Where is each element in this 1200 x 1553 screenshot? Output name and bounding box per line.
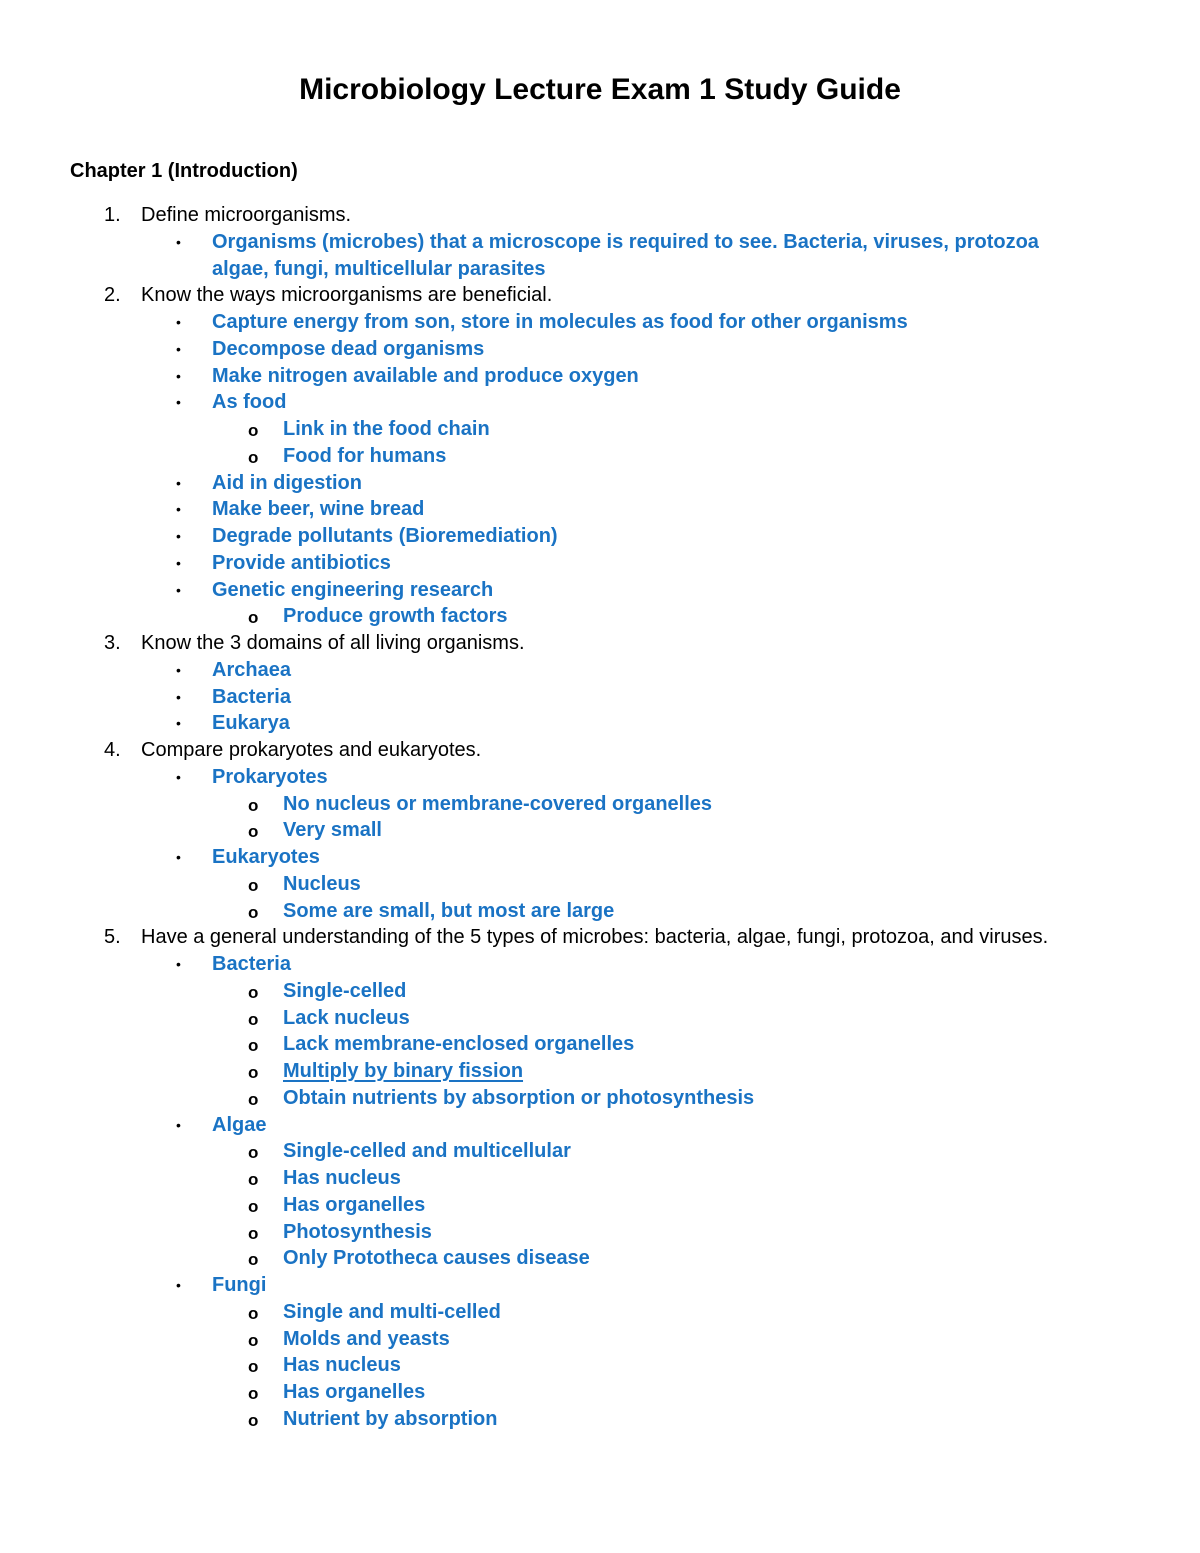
sub-answer-text: Link in the food chain — [283, 418, 490, 440]
bullet-icon: • — [176, 768, 181, 785]
question-item — [0, 630, 1200, 657]
answer-text: Capture energy from son, store in molecules as food for other organisms — [212, 311, 908, 333]
sub-answer-text: Single and multi-celled — [283, 1300, 501, 1323]
bullet-icon: • — [176, 367, 181, 384]
bullet-icon: • — [176, 528, 181, 544]
sub-answer-item — [0, 871, 1200, 898]
answer-text: Bacteria — [212, 953, 291, 975]
chapter-heading: Chapter 1 (Introduction) — [70, 160, 298, 182]
question-text: Compare prokaryotes and eukaryotes. — [141, 739, 482, 761]
answer-text: Prokaryotes — [212, 765, 328, 788]
question-item — [0, 202, 1200, 229]
sub-answer-text: Single-celled — [283, 979, 407, 1002]
question-text: Define microorganisms. — [141, 204, 352, 226]
sub-bullet-icon: o — [248, 1303, 259, 1323]
bullet-icon: • — [176, 715, 181, 732]
sub-bullet-icon: o — [248, 1089, 259, 1109]
bullet-icon: • — [176, 1277, 181, 1293]
answer-item — [0, 550, 1200, 577]
answer-item — [0, 1112, 1200, 1139]
sub-answer-item — [0, 1299, 1200, 1326]
sub-bullet-icon: o — [248, 1357, 259, 1377]
sub-answer-text: No nucleus or membrane-covered organelles — [283, 792, 713, 815]
sub-answer-text: Single-celled and multicellular — [283, 1140, 571, 1163]
sub-answer-text: Has organelles — [283, 1193, 426, 1216]
answer-text: Aid in digestion — [212, 471, 362, 494]
sub-answer-item — [0, 817, 1200, 844]
sub-answer-text: Has nucleus — [283, 1167, 401, 1189]
sub-answer-text: Lack membrane-enclosed organelles — [283, 1033, 635, 1056]
answer-item — [0, 951, 1200, 978]
answer-text: Make beer, wine bread — [212, 498, 425, 521]
answer-text: Algae — [212, 1113, 267, 1136]
question-text: Know the ways microorganisms are beneficial. — [141, 284, 553, 307]
bullet-icon: • — [176, 956, 181, 972]
sub-answer-item — [0, 1326, 1200, 1353]
sub-answer-item — [0, 1058, 1200, 1085]
document-title: Microbiology Lecture Exam 1 Study Guide — [299, 73, 901, 106]
study-guide-body — [0, 202, 1200, 1433]
sub-answer-text: Produce growth factors — [283, 605, 508, 628]
question-number: 2. — [104, 284, 121, 307]
question-number: 4. — [104, 739, 121, 761]
sub-bullet-icon: o — [248, 1250, 259, 1270]
answer-text: As food — [212, 391, 287, 414]
question-text: Know the 3 domains of all living organisms. — [141, 632, 525, 654]
answer-item — [0, 764, 1200, 791]
sub-answer-item — [0, 603, 1200, 630]
answer-item — [0, 844, 1200, 871]
sub-answer-item — [0, 978, 1200, 1005]
answer-item — [0, 657, 1200, 684]
question-item — [0, 924, 1200, 951]
sub-bullet-icon: o — [248, 982, 259, 1002]
sub-bullet-icon: o — [248, 608, 259, 628]
sub-answer-text: Molds and yeasts — [283, 1327, 450, 1350]
sub-answer-item — [0, 1165, 1200, 1192]
sub-answer-text: Very small — [283, 819, 382, 842]
answer-item — [0, 684, 1200, 711]
sub-answer-text: Only Prototheca causes disease — [283, 1247, 590, 1270]
sub-answer-item — [0, 1352, 1200, 1379]
sub-bullet-icon: o — [248, 822, 259, 842]
sub-answer-item — [0, 1005, 1200, 1032]
sub-bullet-icon: o — [248, 1143, 259, 1163]
bullet-icon: • — [176, 688, 181, 705]
answer-text: Fungi — [212, 1274, 267, 1296]
sub-bullet-icon: o — [248, 1196, 259, 1216]
sub-answer-text: Food for humans — [283, 444, 447, 467]
answer-item — [0, 470, 1200, 497]
answer-item — [0, 336, 1200, 363]
sub-bullet-icon: o — [248, 1063, 259, 1082]
answer-text: Archaea — [212, 658, 291, 681]
question-number: 1. — [104, 204, 121, 226]
answer-text: algae, fungi, multicellular parasites — [212, 257, 546, 280]
sub-answer-text: Some are small, but most are large — [283, 899, 615, 922]
sub-answer-text: Multiply by binary fission — [283, 1060, 524, 1082]
sub-answer-item — [0, 1031, 1200, 1058]
question-item — [0, 282, 1200, 309]
sub-bullet-icon: o — [248, 1410, 259, 1430]
sub-bullet-icon: o — [248, 795, 259, 815]
sub-answer-item — [0, 1219, 1200, 1246]
question-text: Have a general understanding of the 5 types of microbes: bacteria, algae, fungi, protozoa, and viruses. — [141, 926, 1049, 949]
question-number: 5. — [104, 926, 121, 949]
bullet-icon: • — [176, 233, 181, 250]
sub-bullet-icon: o — [248, 447, 259, 467]
answer-text: Provide antibiotics — [212, 551, 391, 574]
question-number: 3. — [104, 632, 121, 654]
sub-answer-item — [0, 898, 1200, 925]
sub-answer-item — [0, 1192, 1200, 1219]
answer-item — [0, 523, 1200, 550]
answer-text: Decompose dead organisms — [212, 337, 485, 360]
answer-text: Eukaryotes — [212, 846, 320, 868]
bullet-icon: • — [176, 554, 181, 571]
sub-bullet-icon: o — [248, 1330, 259, 1350]
answer-text: Eukarya — [212, 712, 290, 735]
bullet-icon: • — [176, 581, 181, 598]
sub-answer-text: Has nucleus — [283, 1354, 401, 1377]
sub-answer-item — [0, 1138, 1200, 1165]
sub-answer-item — [0, 1406, 1200, 1433]
sub-bullet-icon: o — [248, 1009, 259, 1029]
answer-text: Bacteria — [212, 685, 291, 708]
sub-answer-text: Lack nucleus — [283, 1006, 410, 1029]
answer-item — [0, 710, 1200, 737]
answer-item — [0, 389, 1200, 416]
bullet-icon: • — [176, 1116, 181, 1133]
sub-answer-text: Nutrient by absorption — [283, 1407, 498, 1430]
sub-answer-item — [0, 416, 1200, 443]
sub-bullet-icon: o — [248, 1223, 259, 1243]
sub-answer-item — [0, 1245, 1200, 1272]
sub-answer-text: Obtain nutrients by absorption or photosynthesis — [283, 1086, 755, 1109]
answer-continuation — [0, 256, 1200, 283]
answer-item — [0, 363, 1200, 390]
sub-bullet-icon: o — [248, 902, 259, 922]
sub-answer-item — [0, 1085, 1200, 1112]
answer-item — [0, 1272, 1200, 1299]
bullet-icon: • — [176, 340, 181, 357]
answer-item — [0, 229, 1200, 256]
sub-answer-text: Nucleus — [283, 872, 361, 895]
question-item — [0, 737, 1200, 764]
sub-answer-text: Photosynthesis — [283, 1220, 432, 1243]
sub-bullet-icon: o — [248, 421, 259, 440]
answer-text: Genetic engineering research — [212, 578, 494, 601]
sub-answer-item — [0, 1379, 1200, 1406]
sub-answer-item — [0, 443, 1200, 470]
sub-answer-item — [0, 791, 1200, 818]
answer-item — [0, 577, 1200, 604]
sub-bullet-icon: o — [248, 1036, 259, 1056]
sub-bullet-icon: o — [248, 875, 259, 895]
answer-text: Degrade pollutants (Bioremediation) — [212, 525, 558, 547]
bullet-icon: • — [176, 661, 181, 678]
sub-bullet-icon: o — [248, 1170, 259, 1189]
bullet-icon: • — [176, 314, 181, 330]
answer-text: Organisms (microbes) that a microscope is required to see. Bacteria, viruses, protozoa — [212, 230, 1039, 253]
sub-bullet-icon: o — [248, 1384, 259, 1403]
sub-answer-text: Has organelles — [283, 1381, 426, 1403]
bullet-icon: • — [176, 501, 181, 518]
bullet-icon: • — [176, 849, 181, 865]
answer-item — [0, 496, 1200, 523]
answer-item — [0, 309, 1200, 336]
answer-text: Make nitrogen available and produce oxygen — [212, 364, 639, 387]
bullet-icon: • — [176, 394, 181, 411]
bullet-icon: • — [176, 474, 181, 491]
